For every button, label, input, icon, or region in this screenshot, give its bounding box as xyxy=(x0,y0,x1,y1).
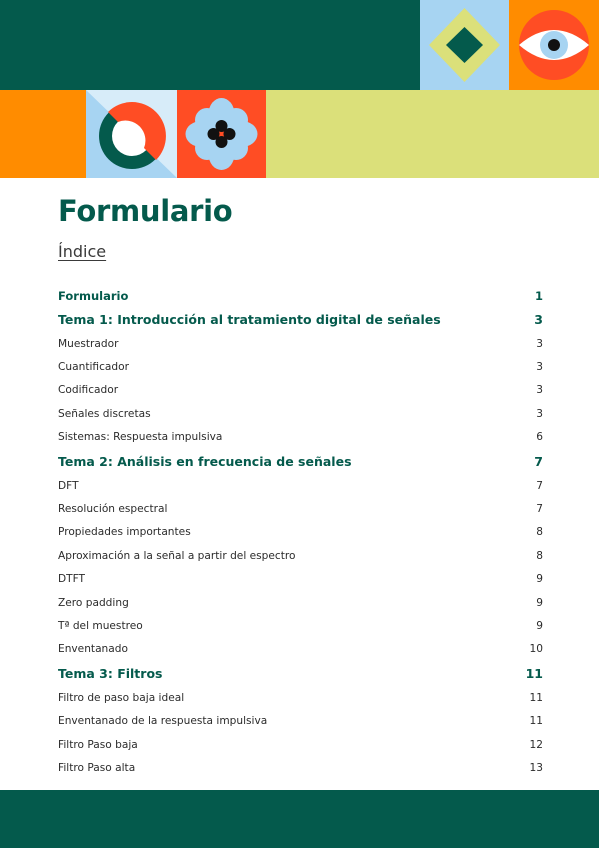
toc-entry-label: Tema 1: Introducción al tratamiento digital de señales xyxy=(58,312,441,327)
toc-entry-page: 13 xyxy=(529,761,543,774)
toc-entry-label: Propiedades importantes xyxy=(58,526,191,539)
toc-entry-page: 8 xyxy=(536,526,543,539)
toc-heading[interactable] xyxy=(58,285,543,307)
toc-item[interactable] xyxy=(58,521,543,544)
diamond-tile xyxy=(420,0,509,90)
toc-subtitle: Índice xyxy=(58,242,107,261)
toc-item[interactable] xyxy=(58,614,543,637)
toc-entry-label: DTFT xyxy=(58,573,86,586)
toc-entry-label: Enventanado xyxy=(58,643,128,656)
toc-heading[interactable] xyxy=(58,307,543,332)
orange-block xyxy=(0,90,86,178)
toc-item[interactable] xyxy=(58,426,543,449)
toc-item[interactable] xyxy=(58,474,543,497)
toc-entry-label: Filtro de paso baja ideal xyxy=(58,691,185,704)
toc-entry-label: Muestrador xyxy=(58,337,119,350)
toc-item[interactable] xyxy=(58,544,543,567)
toc-entry-label: Cuantificador xyxy=(58,361,129,374)
toc-entry-label: Tema 2: Análisis en frecuencia de señales xyxy=(58,453,352,469)
toc-entry-page: 11 xyxy=(529,691,543,704)
toc-item[interactable] xyxy=(58,638,543,661)
toc-entry-page: 3 xyxy=(536,361,543,374)
toc-entry-label: Sistemas: Respuesta impulsiva xyxy=(58,431,223,444)
toc-entry-label: Tema 3: Filtros xyxy=(58,666,163,682)
circle-split-tile xyxy=(86,90,177,178)
toc-item[interactable] xyxy=(58,756,543,779)
toc-entry-label: Filtro Paso alta xyxy=(58,761,136,774)
toc-item[interactable] xyxy=(58,686,543,709)
footer-band xyxy=(0,790,599,848)
table-of-contents xyxy=(58,285,543,780)
toc-entry-page: 11 xyxy=(525,666,543,682)
toc-entry-page: 8 xyxy=(536,549,543,562)
toc-entry-page: 12 xyxy=(529,738,543,751)
toc-entry-page: 7 xyxy=(534,453,543,469)
toc-item[interactable] xyxy=(58,402,543,425)
toc-entry-label: Filtro Paso baja xyxy=(58,738,138,751)
toc-entry-page: 3 xyxy=(534,312,543,327)
toc-entry-page: 1 xyxy=(534,289,543,303)
eye-icon xyxy=(509,0,599,90)
toc-entry-page: 10 xyxy=(529,643,543,656)
toc-entry-page: 9 xyxy=(536,596,543,609)
toc-item[interactable] xyxy=(58,497,543,520)
toc-entry-label: Tª del muestreo xyxy=(58,619,143,632)
toc-heading[interactable] xyxy=(58,449,543,474)
toc-entry-label: Resolución espectral xyxy=(58,503,168,516)
toc-item[interactable] xyxy=(58,591,543,614)
toc-entry-page: 3 xyxy=(536,384,543,397)
flower-icon xyxy=(177,90,266,178)
toc-entry-label: DFT xyxy=(58,479,79,492)
toc-entry-label: Zero padding xyxy=(58,596,129,609)
toc-entry-page: 3 xyxy=(536,407,543,420)
page-title: Formulario xyxy=(58,194,233,228)
toc-entry-page: 6 xyxy=(536,431,543,444)
toc-item[interactable] xyxy=(58,332,543,355)
toc-entry-page: 11 xyxy=(529,715,543,728)
toc-entry-label: Codificador xyxy=(58,384,119,397)
toc-entry-page: 7 xyxy=(536,503,543,516)
toc-item[interactable] xyxy=(58,733,543,756)
toc-entry-page: 3 xyxy=(536,337,543,350)
toc-entry-label: Formulario xyxy=(58,289,129,303)
toc-entry-label: Aproximación a la señal a partir del espectro xyxy=(58,549,296,562)
toc-entry-page: 7 xyxy=(536,479,543,492)
toc-entry-page: 9 xyxy=(536,619,543,632)
toc-item[interactable] xyxy=(58,379,543,402)
toc-entry-page: 9 xyxy=(536,573,543,586)
toc-entry-label: Señales discretas xyxy=(58,407,151,420)
toc-item[interactable] xyxy=(58,568,543,591)
toc-heading[interactable] xyxy=(58,661,543,686)
toc-item[interactable] xyxy=(58,709,543,732)
toc-entry-label: Enventanado de la respuesta impulsiva xyxy=(58,715,268,728)
toc-item[interactable] xyxy=(58,355,543,378)
